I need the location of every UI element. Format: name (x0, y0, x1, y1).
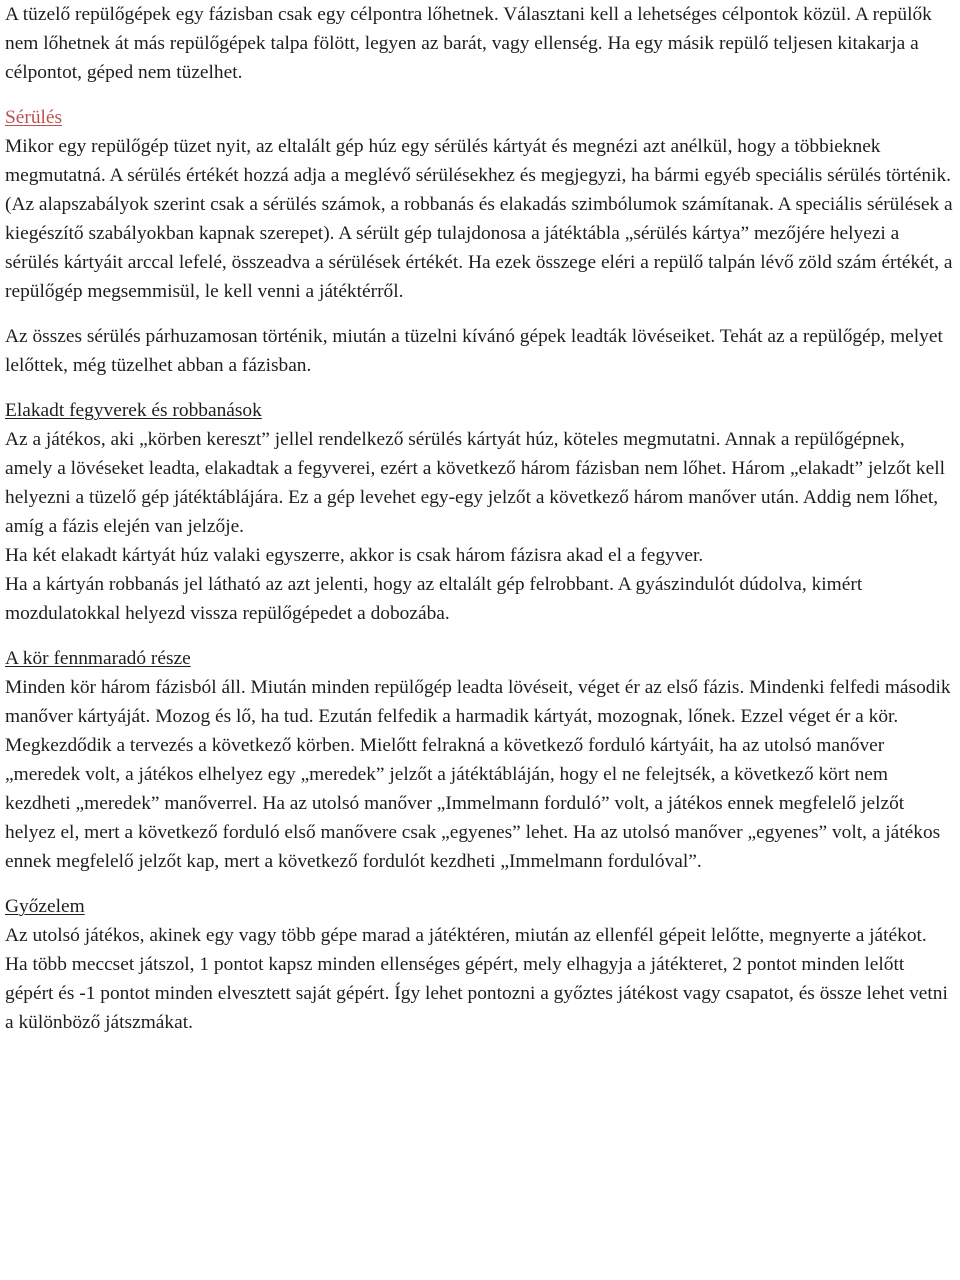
rest-paragraph-1: Minden kör három fázisból áll. Miután minden repülőgép leadta lövéseit, véget ér az első fázis. Mindenki felfedi második manőver kártyáját. Mozog és lő, ha tud. Ezután felfedik a harmadik kártyát, mozognak, lőnek. Ezzel véget ér a kör. Megkezdődik a tervezés a következő körben. Mielőtt felrakná a következő forduló kártyáit, ha az utolsó manőver „meredek volt, a játékos elhelyez egy „meredek” jelzőt a játéktábláján, hogy el ne felejtsék, a következő kört nem kezdheti „meredek” manőverrel. Ha az utolsó manőver „Immelmann forduló” volt, a játékos ennek megfelelő jelzőt helyez el, mert a következő forduló első manővere csak „egyenes” lehet. Ha az utolsó manőver „egyenes” volt, a játékos ennek megfelelő jelzőt kap, mert a következő fordulót kezdheti „Immelmann fordulóval”. (5, 677, 951, 872)
heading-jams: Elakadt fegyverek és robbanások (5, 400, 262, 421)
damage-paragraph-1: Mikor egy repülőgép tüzet nyit, az eltalált gép húz egy sérülés kártyát és megnézi azt anélkül, hogy a többieknek megmutatná. A sérülés értékét hozzá adja a meglévő sérülésekhez és megjegyzi, ha bármi egyéb speciális sérülés történik. (Az alapszabályok szerint csak a sérülés számok, a robbanás és elakadás szimbólumok számítanak. A speciális sérülések a kiegészítő szabályokban kapnak szerepet). A sérült gép tulajdonosa a játéktábla „sérülés kártya” mezőjére helyezi a sérülés kártyáit arccal lefelé, összeadva a sérülések értékét. Ha ezek összege eléri a repülő talpán lévő zöld szám értékét, a repülőgép megsemmisül, le kell venni a játéktérről. (5, 136, 953, 302)
victory-paragraph-1: Az utolsó játékos, akinek egy vagy több gépe marad a játéktéren, miután az ellenfél gépeit lelőtte, megnyerte a játékot. (5, 925, 927, 946)
victory-paragraph-2: Ha több meccset játszol, 1 pontot kapsz minden ellenséges gépért, mely elhagyja a játékteret, 2 pontot minden lelőtt gépért és -1 pontot minden elvesztett saját gépért. Így lehet pontozni a győztes játékost vagy csapatot, és össze lehet vetni a különböző játszmákat. (5, 954, 948, 1033)
spacer (5, 876, 954, 892)
jams-paragraph-2: Ha két elakadt kártyát húz valaki egyszerre, akkor is csak három fázisra akad el a fegyver. (5, 545, 704, 566)
heading-rest-of-round: A kör fennmaradó része (5, 648, 191, 669)
spacer (5, 380, 954, 396)
jams-paragraph-3: Ha a kártyán robbanás jel látható az azt jelenti, hogy az eltalált gép felrobbant. A gyászindulót dúdolva, kimért mozdulatokkal helyezd vissza repülőgépedet a dobozába. (5, 574, 863, 624)
spacer (5, 87, 954, 103)
spacer (5, 628, 954, 644)
jams-paragraph-1: Az a játékos, aki „körben kereszt” jellel rendelkező sérülés kártyát húz, köteles megmutatni. Annak a repülőgépnek, amely a lövéseket leadta, elakadtak a fegyverei, ezért a következő három fázisban nem lőhet. Három „elakadt” jelzőt kell helyezni a tüzelő gép játéktáblájára. Ez a gép levehet egy-egy jelzőt a következő három manőver után. Addig nem lőhet, amíg a fázis elején van jelzője. (5, 429, 945, 537)
intro-paragraph: A tüzelő repülőgépek egy fázisban csak egy célpontra lőhetnek. Választani kell a lehetséges célpontok közül. A repülők nem lőhetnek át más repülőgépek talpa fölött, legyen az barát, vagy ellenség. Ha egy másik repülő teljesen kitakarja a célpontot, géped nem tüzelhet. (5, 4, 932, 83)
heading-victory: Győzelem (5, 896, 85, 917)
heading-damage: Sérülés (5, 107, 63, 128)
damage-paragraph-2: Az összes sérülés párhuzamosan történik, miután a tüzelni kívánó gépek leadták lövéseiket. Tehát az a repülőgép, melyet lelőttek, még tüzelhet abban a fázisban. (5, 326, 943, 376)
spacer (5, 306, 954, 322)
